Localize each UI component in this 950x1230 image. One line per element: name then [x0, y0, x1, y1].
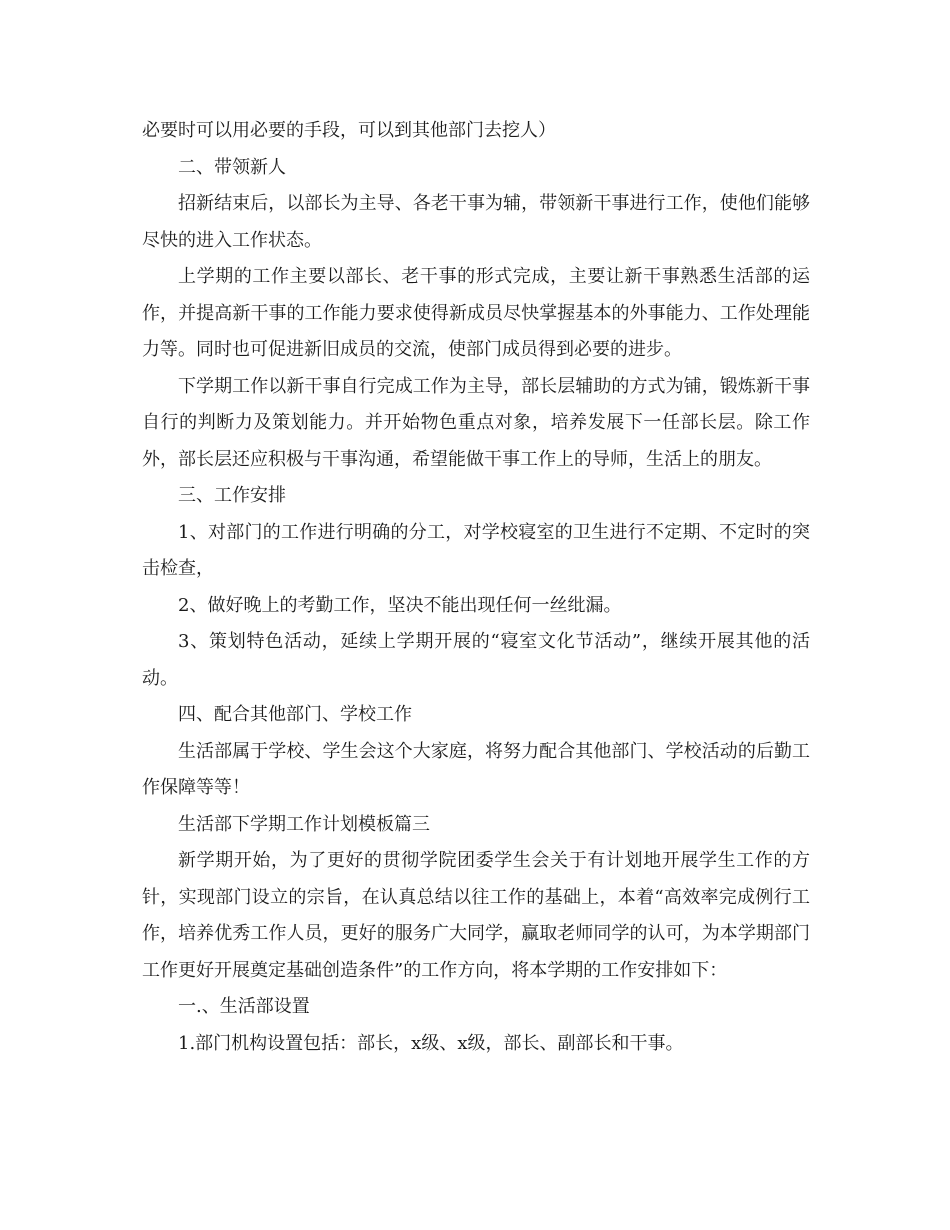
paragraph: 生活部属于学校、学生会这个大家庭，将努力配合其他部门、学校活动的后勤工作保障等等！ — [142, 740, 810, 798]
paragraph: 招新结束后，以部长为主导、各老干事为辅，带领新干事进行工作，使他们能够尽快的进入工作状态。 — [142, 193, 810, 251]
paragraph: 下学期工作以新干事自行完成工作为主导，部长层辅助的方式为铺，锻炼新干事自行的判断力及策划能力。并开始物色重点对象，培养发展下一任部长层。除工作外，部长层还应积极与干事沟通，希望能做干事工作上的导师，生活上的朋友。 — [142, 375, 810, 470]
section-heading: 四、配合其他部门、学校工作 — [178, 704, 412, 725]
section-heading: 二、带领新人 — [178, 156, 286, 178]
paragraph: 必要时可以用必要的手段，可以到其他部门去挖人） — [142, 120, 556, 141]
paragraph: 上学期的工作主要以部长、老干事的形式完成，主要让新干事熟悉生活部的运作，并提高新干事的工作能力要求使得新成员尽快掌握基本的外事能力、工作处理能力等。同时也可促进新旧成员的交流，使部门成员得到必要的进步。 — [142, 266, 810, 360]
list-item: 3、策划特色活动，延续上学期开展的“寝室文化节活动”，继续开展其他的活动。 — [142, 631, 810, 689]
list-item: 1.部门机构设置包括：部长，x级、x级，部长、副部长和干事。 — [178, 1032, 684, 1054]
section-heading: 三、工作安排 — [178, 485, 286, 506]
document-body — [142, 113, 810, 1062]
document-subtitle: 生活部下学期工作计划模板篇三 — [178, 813, 430, 835]
list-item: 2、做好晚上的考勤工作，坚决不能出现任何一丝纰漏。 — [178, 594, 622, 616]
paragraph: 新学期开始，为了更好的贯彻学院团委学生会关于有计划地开展学生工作的方针，实现部门设立的宗旨，在认真总结以往工作的基础上，本着“高效率完成例行工作，培养优秀工作人员，更好的服务广大同学，赢取老师同学的认可，为本学期部门工作更好开展奠定基础创造条件”的工作方向，将本学期的工作安排如下： — [142, 850, 810, 981]
section-heading: 一.、生活部设置 — [178, 996, 310, 1017]
list-item: 1、对部门的工作进行明确的分工，对学校寝室的卫生进行不定期、不定时的突击检查， — [142, 521, 810, 579]
